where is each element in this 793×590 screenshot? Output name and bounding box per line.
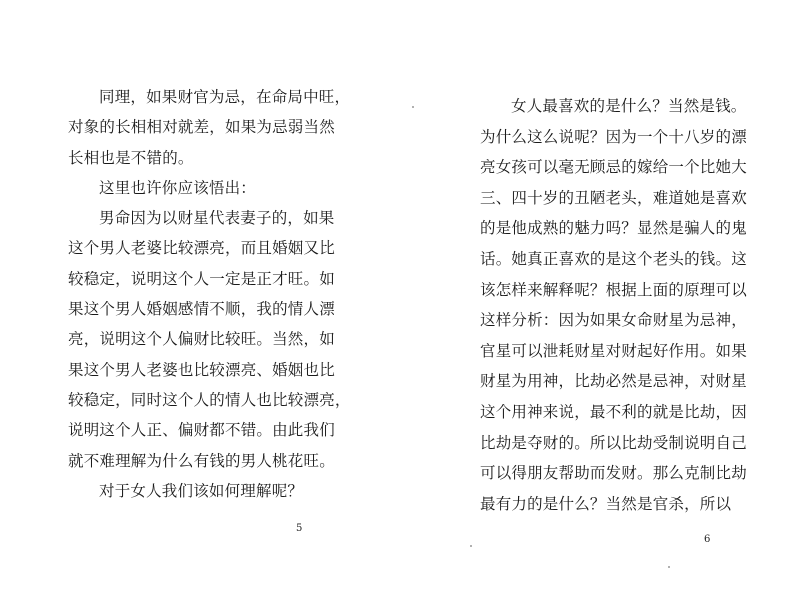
text-line: 官星可以泄耗财星对财起好作用。如果 (480, 341, 747, 360)
text-line: 可以得朋友帮助而发财。那么克制比劫 (480, 464, 747, 483)
text-line: 较稳定，同时这个人的情人也比较漂亮， (68, 390, 351, 409)
text-line: 的是他成熟的魅力吗？显然是骗人的鬼 (480, 219, 747, 238)
text-line: 话。她真正喜欢的是这个老头的钱。这 (480, 249, 747, 268)
text-line: 亮女孩可以毫无顾忌的嫁给一个比她大 (480, 158, 747, 177)
page-number: 5 (296, 523, 303, 534)
text-line: 男命因为以财星代表妻子的，如果 (99, 209, 335, 228)
scan-speck (412, 106, 414, 108)
text-line: 女人最喜欢的是什么？当然是钱。 (511, 97, 747, 115)
scan-speck (668, 566, 670, 568)
text-line: 比劫是夺财的。所以比劫受制说明自己 (480, 433, 747, 452)
text-line: 这里也许你应该悟出： (99, 178, 257, 197)
text-line: 这样分析：因为如果女命财星为忌神， (480, 311, 747, 330)
text-line: 这个用神来说，最不利的就是比劫，因 (480, 402, 747, 421)
text-line: 就不难理解为什么有钱的男人桃花旺。 (68, 451, 335, 470)
scan-speck (470, 545, 472, 547)
text-line: 较稳定，说明这个人一定是正才旺。如 (68, 269, 335, 288)
text-line: 果这个男人婚姻感情不顺，我的情人漂 (68, 300, 335, 319)
text-line: 该怎样来解释呢？根据上面的原理可以 (480, 280, 747, 299)
text-line: 最有力的是什么？当然是官杀，所以 (480, 494, 732, 513)
left-page (0, 0, 396, 590)
page-number: 6 (704, 534, 711, 545)
text-line: 财星为用神，比劫必然是忌神，对财星 (480, 372, 747, 391)
text-line: 对象的长相相对就差，如果为忌弱当然 (68, 118, 335, 137)
left-page-text (68, 82, 351, 506)
text-line: 长相也是不错的。 (68, 148, 194, 167)
text-line: 说明这个人正、偏财都不错。由此我们 (68, 421, 335, 440)
text-line: 这个男人老婆比较漂亮，而且婚姻又比 (68, 239, 335, 258)
text-line: 同理，如果财官为忌，在命局中旺， (99, 88, 351, 106)
right-page (396, 0, 793, 590)
text-line: 果这个男人老婆也比较漂亮、婚姻也比 (68, 360, 335, 379)
text-line: 为什么这么说呢？因为一个十八岁的漂 (480, 127, 747, 146)
right-page-text (480, 91, 747, 519)
text-line: 亮，说明这个人偏财比较旺。当然，如 (68, 330, 335, 349)
text-line: 对于女人我们该如何理解呢？ (99, 481, 304, 500)
text-line: 三、四十岁的丑陋老头，难道她是喜欢 (480, 188, 747, 207)
